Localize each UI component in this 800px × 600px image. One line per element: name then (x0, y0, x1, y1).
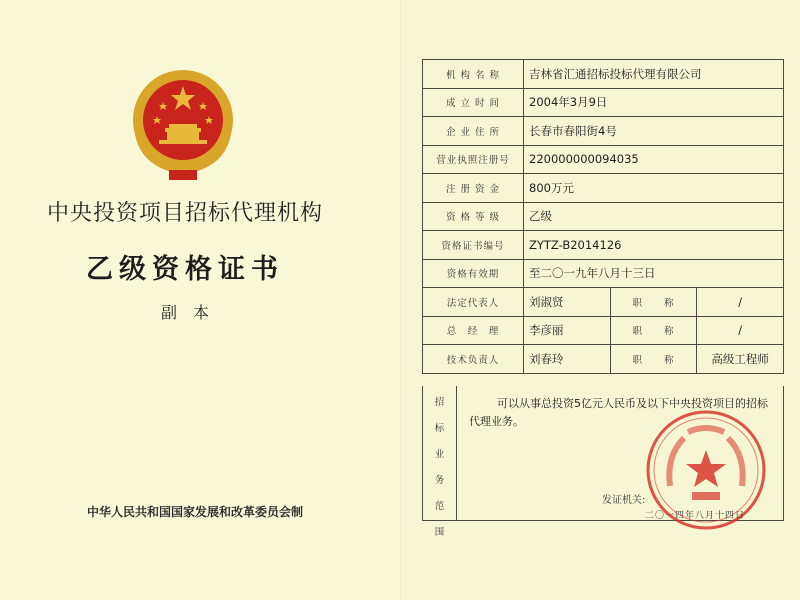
scope-label (423, 386, 457, 538)
scope-label-char: 范 (434, 501, 445, 512)
person-title-label: 职 称 (610, 316, 697, 345)
info-table (422, 59, 784, 374)
field-value: 乙级 (524, 202, 784, 231)
info-row (423, 145, 784, 174)
info-row (423, 60, 784, 89)
field-label: 成 立 时 间 (423, 88, 524, 117)
scope-text: 可以从事总投资5亿元人民币及以下中央投资项目的招标代理业务。 (469, 397, 768, 428)
person-name: 刘春玲 (524, 345, 611, 374)
field-value: 至二〇一九年八月十三日 (524, 259, 784, 288)
scope-label-char: 招 (434, 397, 445, 408)
issue-date: 二〇一四年八月十四日 (645, 511, 746, 521)
copy-label: 副 本 (160, 303, 209, 322)
field-label: 企 业 住 所 (423, 117, 524, 146)
info-row (423, 202, 784, 231)
field-label: 营业执照注册号 (423, 145, 524, 174)
certificate-grade-title: 乙级资格证书 (86, 254, 284, 285)
field-value: 220000000094035 (524, 145, 784, 174)
field-value: 800万元 (524, 174, 784, 203)
person-title: / (697, 316, 784, 345)
field-label: 资格证书编号 (423, 231, 524, 260)
field-value: 长春市春阳街4号 (524, 117, 784, 146)
person-row (423, 288, 784, 317)
person-role-label: 法定代表人 (423, 288, 524, 317)
field-label: 机 构 名 称 (423, 60, 524, 89)
scope-label-char: 围 (434, 527, 445, 538)
info-row (423, 88, 784, 117)
person-role-label: 总 经 理 (423, 316, 524, 345)
scope-label-char: 标 (434, 423, 445, 434)
field-value: 吉林省汇通招标投标代理有限公司 (524, 60, 784, 89)
certificate-title: 中央投资项目招标代理机构 (46, 201, 323, 226)
scope-label-char: 务 (434, 475, 445, 486)
info-row (423, 259, 784, 288)
info-row (423, 174, 784, 203)
person-row (423, 316, 784, 345)
field-value: ZYTZ-B2014126 (524, 231, 784, 260)
issuing-authority: 中华人民共和国国家发展和改革委员会制 (86, 505, 303, 519)
info-row (423, 117, 784, 146)
field-label: 注 册 资 金 (423, 174, 524, 203)
person-title: 高级工程师 (697, 345, 784, 374)
scope-label-char: 业 (434, 449, 445, 460)
person-role-label: 技术负责人 (423, 345, 524, 374)
field-value: 2004年3月9日 (524, 88, 784, 117)
person-name: 刘淑贤 (524, 288, 611, 317)
person-row (423, 345, 784, 374)
person-name: 李彦丽 (524, 316, 611, 345)
field-label: 资格有效期 (423, 259, 524, 288)
issuer-label: 发证机关: (602, 495, 646, 506)
person-title: / (697, 288, 784, 317)
field-label: 资 格 等 级 (423, 202, 524, 231)
person-title-label: 职 称 (610, 288, 697, 317)
national-emblem-icon (129, 66, 237, 182)
info-row (423, 231, 784, 260)
person-title-label: 职 称 (610, 345, 697, 374)
